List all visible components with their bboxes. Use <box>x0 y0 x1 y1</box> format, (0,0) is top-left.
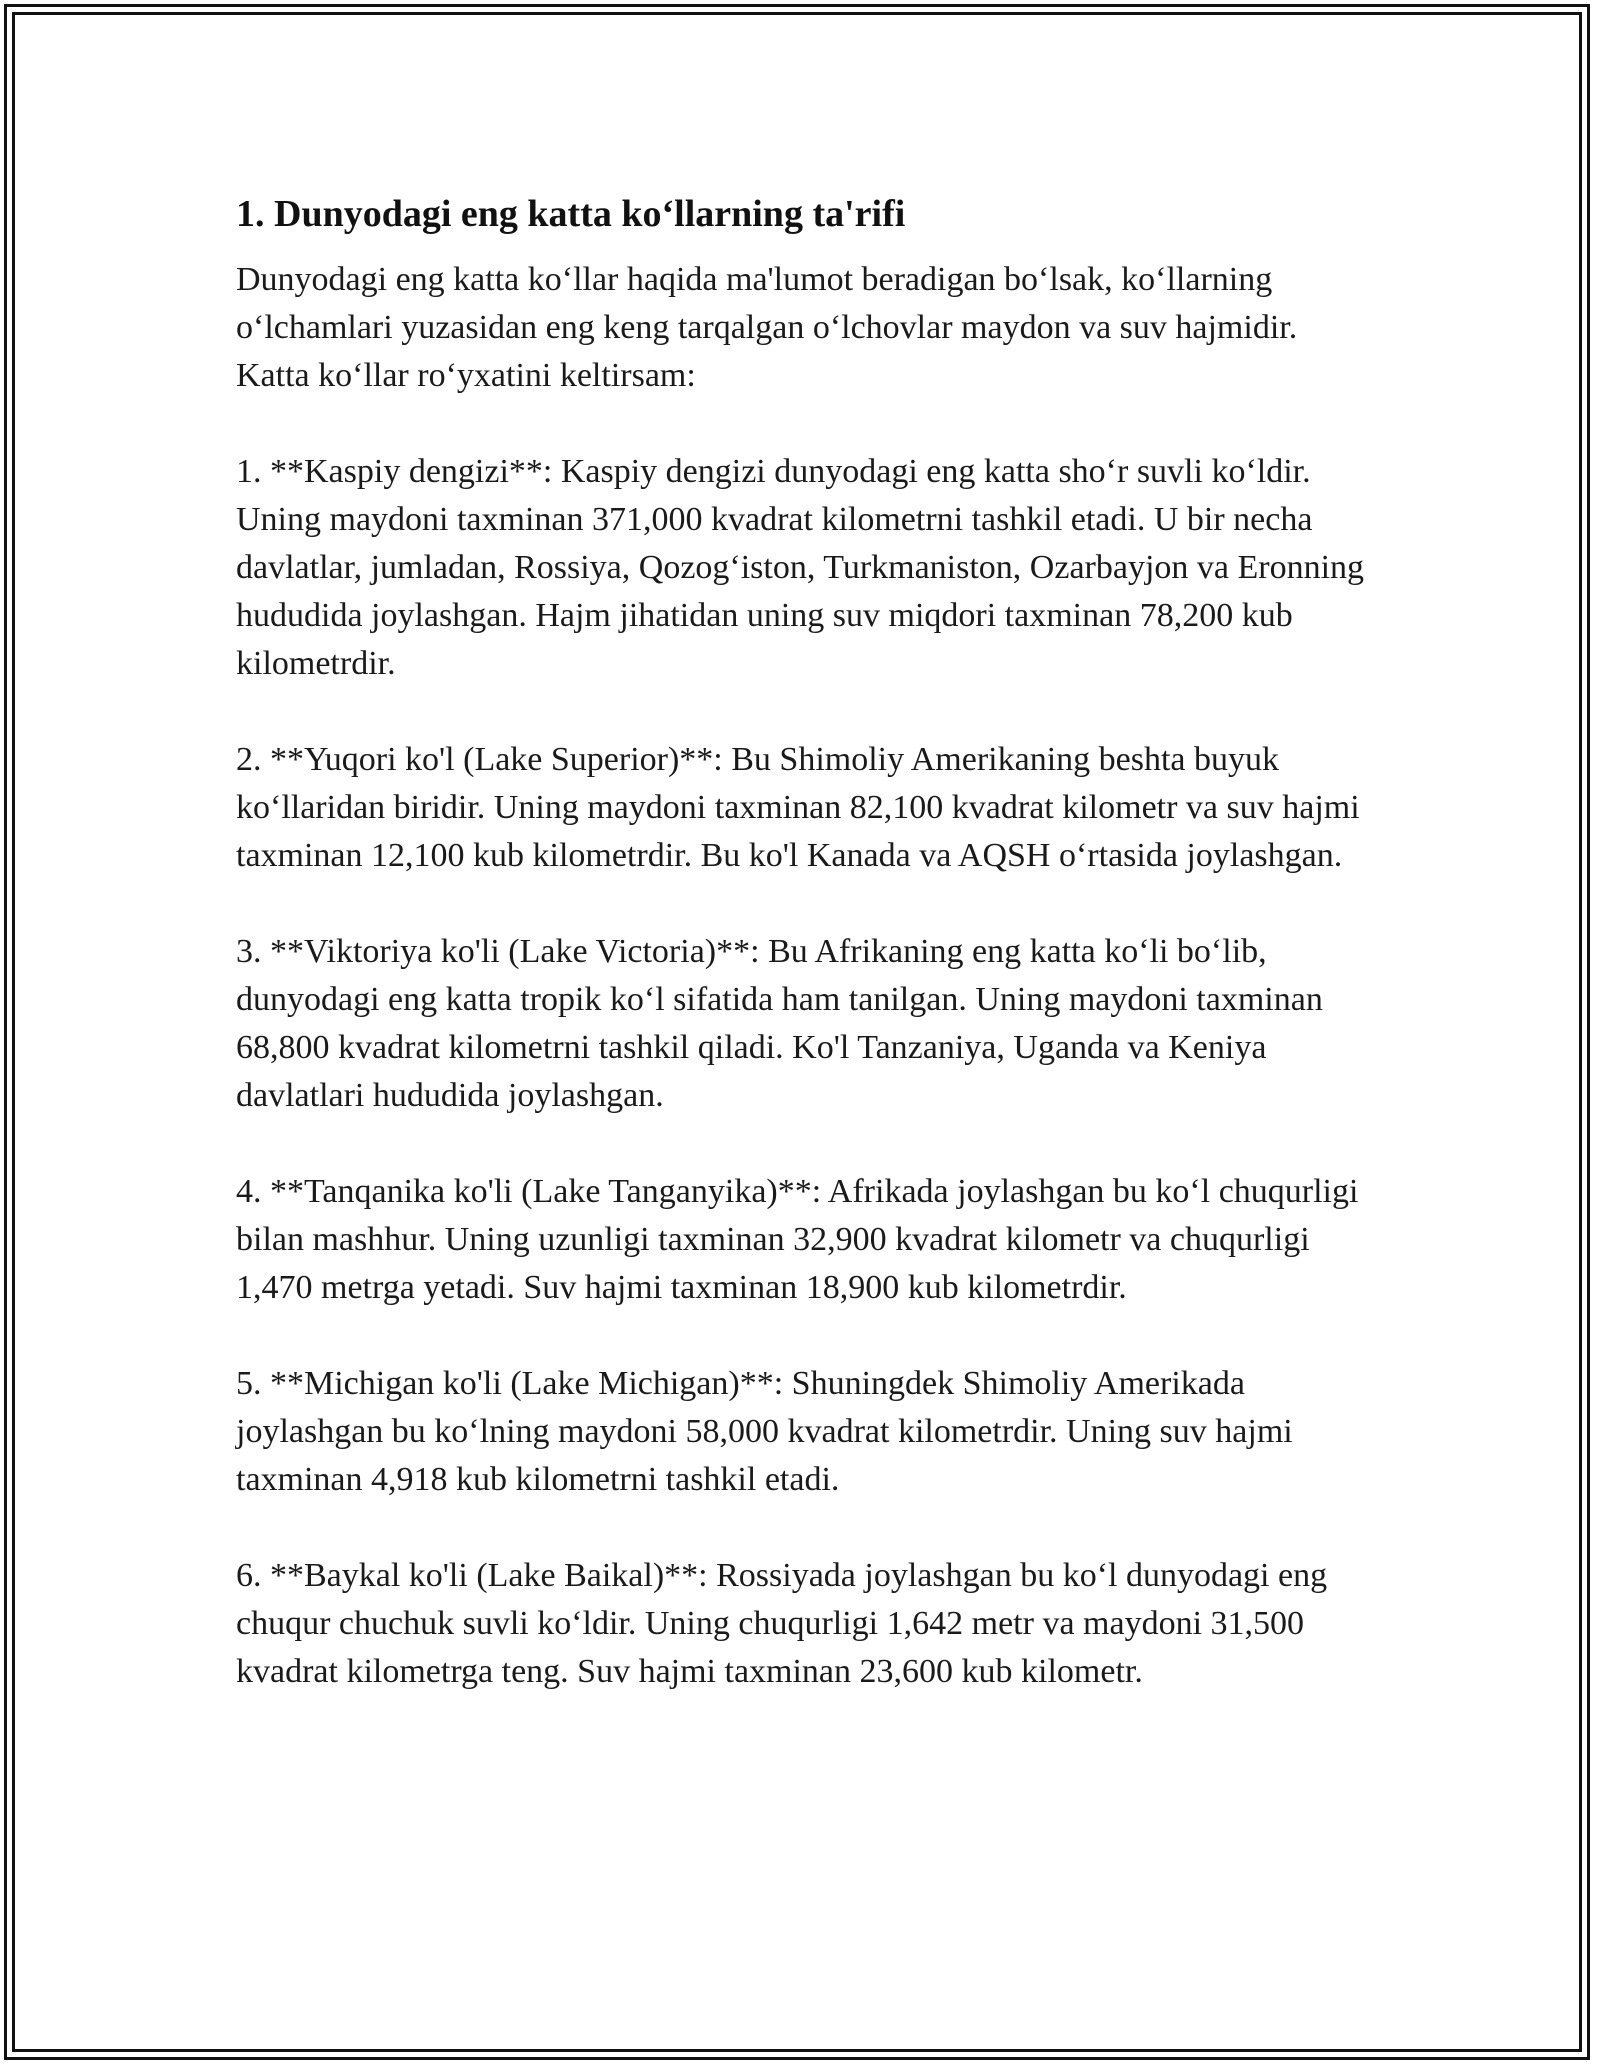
lake-item-michigan: 5. **Michigan ko'li (Lake Michigan)**: Shuningdek Shimoliy Amerikada joylashgan bu ko‘lning maydoni 58,000 kvadrat kilometrdir. Uning suv hajmi taxminan 4,918 kub kilometrni tashkil etadi. <box>236 1365 1293 1498</box>
lake-item-superior: 2. **Yuqori ko'l (Lake Superior)**: Bu Shimoliy Amerikaning beshta buyuk ko‘llaridan biridir. Uning maydoni taxminan 82,100 kvadrat kilometr va suv hajmi taxminan 12,100 kub kilometrdir. Bu ko'l Kanada va AQSH o‘rtasida joylashgan. <box>236 741 1360 874</box>
lake-item-caspian: 1. **Kaspiy dengizi**: Kaspiy dengizi dunyodagi eng katta sho‘r suvli ko‘ldir. Uning maydoni taxminan 371,000 kvadrat kilometrni tashkil etadi. U bir necha davlatlar, jumladan, Rossiya, Qozog‘iston, Turkmaniston, Ozarbayjon va Eronning hududida joylashgan. Hajm jihatidan uning suv miqdori taxminan 78,200 kub kilometrdir. <box>236 453 1365 682</box>
lake-item-victoria: 3. **Viktoriya ko'li (Lake Victoria)**: Bu Afrikaning eng katta ko‘li bo‘lib, dunyodagi eng katta tropik ko‘l sifatida ham tanilgan. Uning maydoni taxminan 68,800 kvadrat kilometrni tashkil qiladi. Ko'l Tanzaniya, Uganda va Keniya davlatlari hududida joylashgan. <box>236 933 1323 1114</box>
document-heading: 1. Dunyodagi eng katta ko‘llarning ta'rifi <box>236 193 906 235</box>
document-body <box>236 186 1376 1696</box>
lake-item-tanganyika: 4. **Tanqanika ko'li (Lake Tanganyika)**: Afrikada joylashgan bu ko‘l chuqurligi bilan mashhur. Uning uzunligi taxminan 32,900 kvadrat kilometr va chuqurligi 1,470 metrga yetadi. Suv hajmi taxminan 18,900 kub kilometrdir. <box>236 1173 1359 1306</box>
intro-paragraph: Dunyodagi eng katta ko‘llar haqida ma'lumot beradigan bo‘lsak, ko‘llarning o‘lchamlari yuzasidan eng keng tarqalgan o‘lchovlar maydon va suv hajmidir. Katta ko‘llar ro‘yxatini keltirsam: <box>236 261 1306 394</box>
lake-item-baikal: 6. **Baykal ko'li (Lake Baikal)**: Rossiyada joylashgan bu ko‘l dunyodagi eng chuqur chuchuk suvli ko‘ldir. Uning chuqurligi 1,642 metr va maydoni 31,500 kvadrat kilometrga teng. Suv hajmi taxminan 23,600 kub kilometr. <box>236 1557 1328 1690</box>
